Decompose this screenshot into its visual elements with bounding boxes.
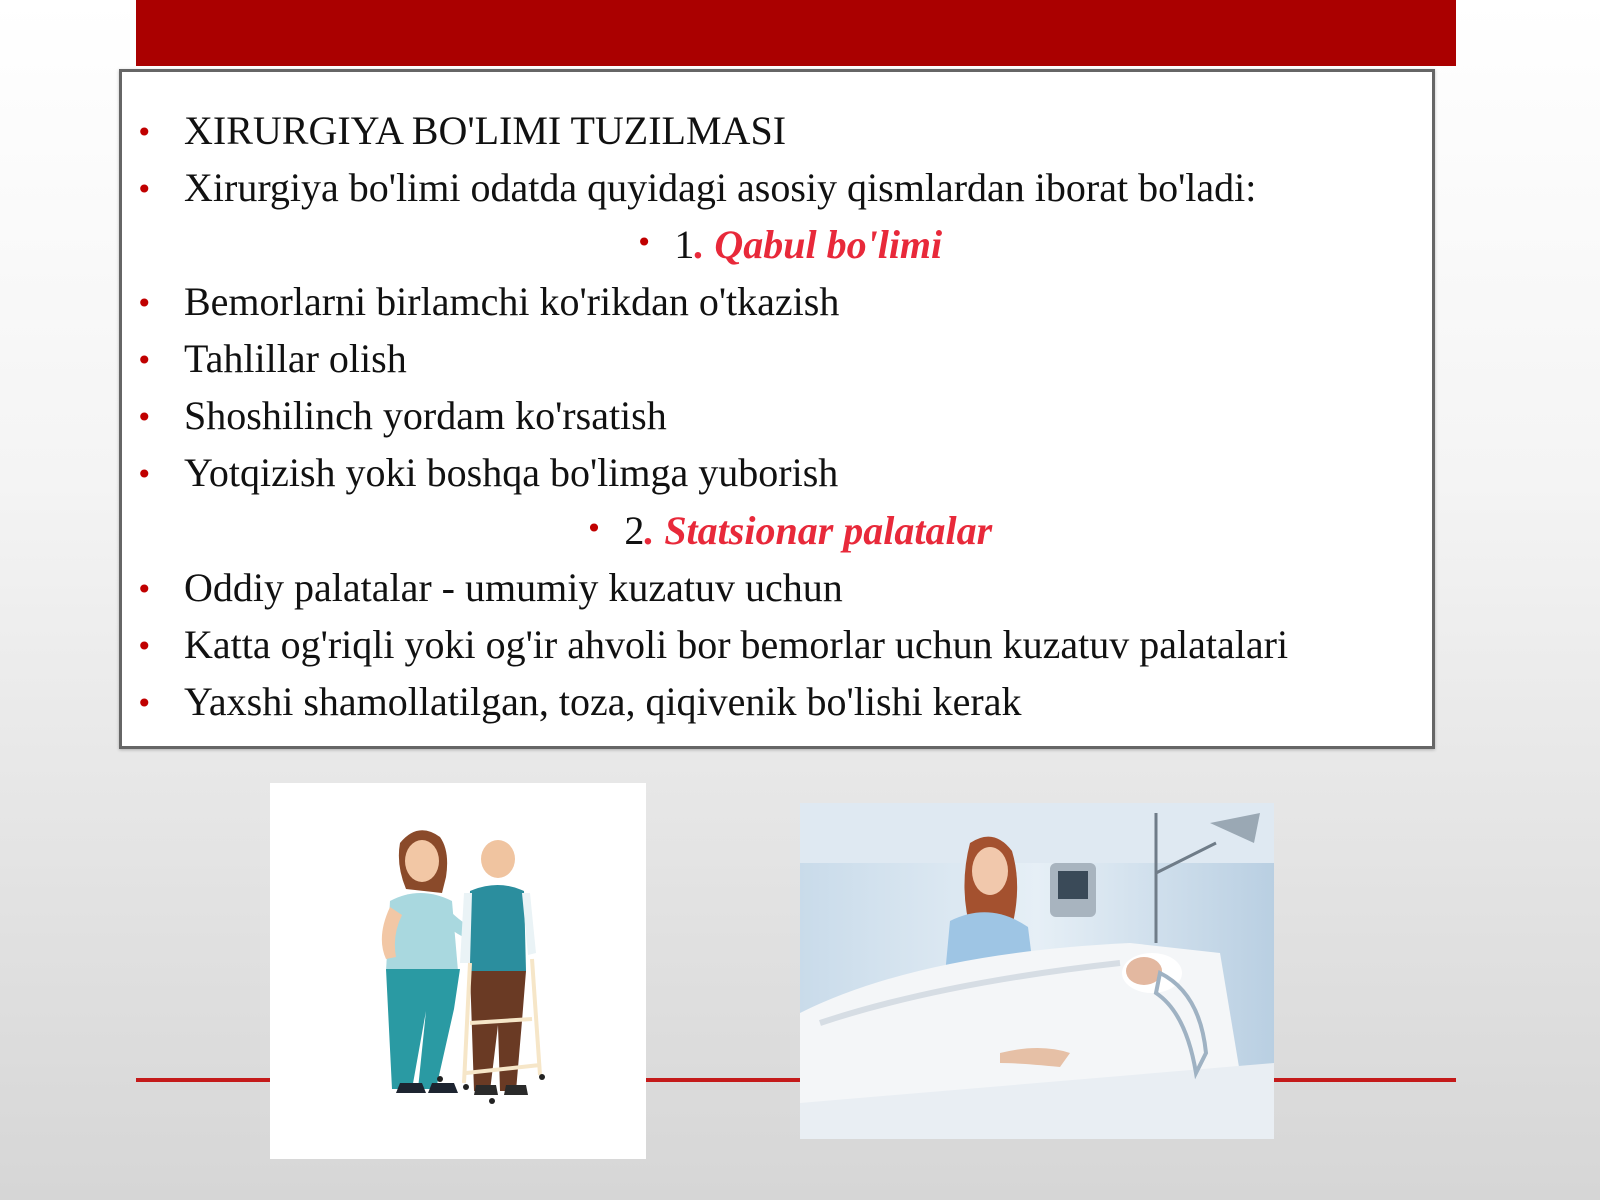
bullet-dot: • [136,630,153,663]
list-item [122,387,1432,445]
bullet-dot: • [136,573,153,606]
top-accent-bar [136,0,1456,66]
hospital-ward-photo [800,803,1274,1139]
bullet-dot: • [136,401,153,434]
bullet-dot: • [136,287,153,320]
bullet-list [122,72,1432,746]
bullet-dot: • [136,687,153,720]
list-item [122,444,1432,502]
list-item-text: Katta og'riqli yoki og'ir ahvoli bor bemorlar uchun kuzatuv palatalari [184,622,1289,667]
subheading-number: 2 [624,508,645,553]
list-item [122,102,1432,160]
subheading-statsionar [122,502,1432,560]
list-item [122,330,1432,388]
list-item [122,273,1432,331]
list-item [122,616,1432,674]
subheading-label: . Statsionar palatalar [644,508,993,553]
section-title: XIRURGIYA BO'LIMI TUZILMASI [184,108,787,153]
list-item [122,159,1432,217]
list-item [122,559,1432,617]
list-item-text: Oddiy palatalar - umumiy kuzatuv uchun [184,565,843,610]
list-item-text: Bemorlarni birlamchi ko'rikdan o'tkazish [184,279,840,324]
list-item-text: Yotqizish yoki boshqa bo'limga yuborish [184,450,839,495]
bullet-dot: • [585,511,603,545]
bullet-dot: • [136,116,153,149]
subheading-number: 1 [674,222,695,267]
list-item-text: Yaxshi shamollatilgan, toza, qiqivenik bo'lishi kerak [184,679,1022,724]
list-item-text: Tahlillar olish [184,336,407,381]
list-item-text: Shoshilinch yordam ko'rsatish [184,393,667,438]
intro-text: Xirurgiya bo'limi odatda quyidagi asosiy qismlardan iborat bo'ladi: [184,165,1257,210]
bullet-dot: • [136,344,153,377]
bullet-dot: • [635,225,653,259]
nurse-helping-elderly-illustration [270,783,646,1159]
bullet-dot: • [136,458,153,491]
list-item [122,673,1432,731]
bullet-dot: • [136,173,153,206]
subheading-qabul [122,216,1432,274]
subheading-label: . Qabul bo'limi [694,222,943,267]
content-box [119,69,1435,749]
